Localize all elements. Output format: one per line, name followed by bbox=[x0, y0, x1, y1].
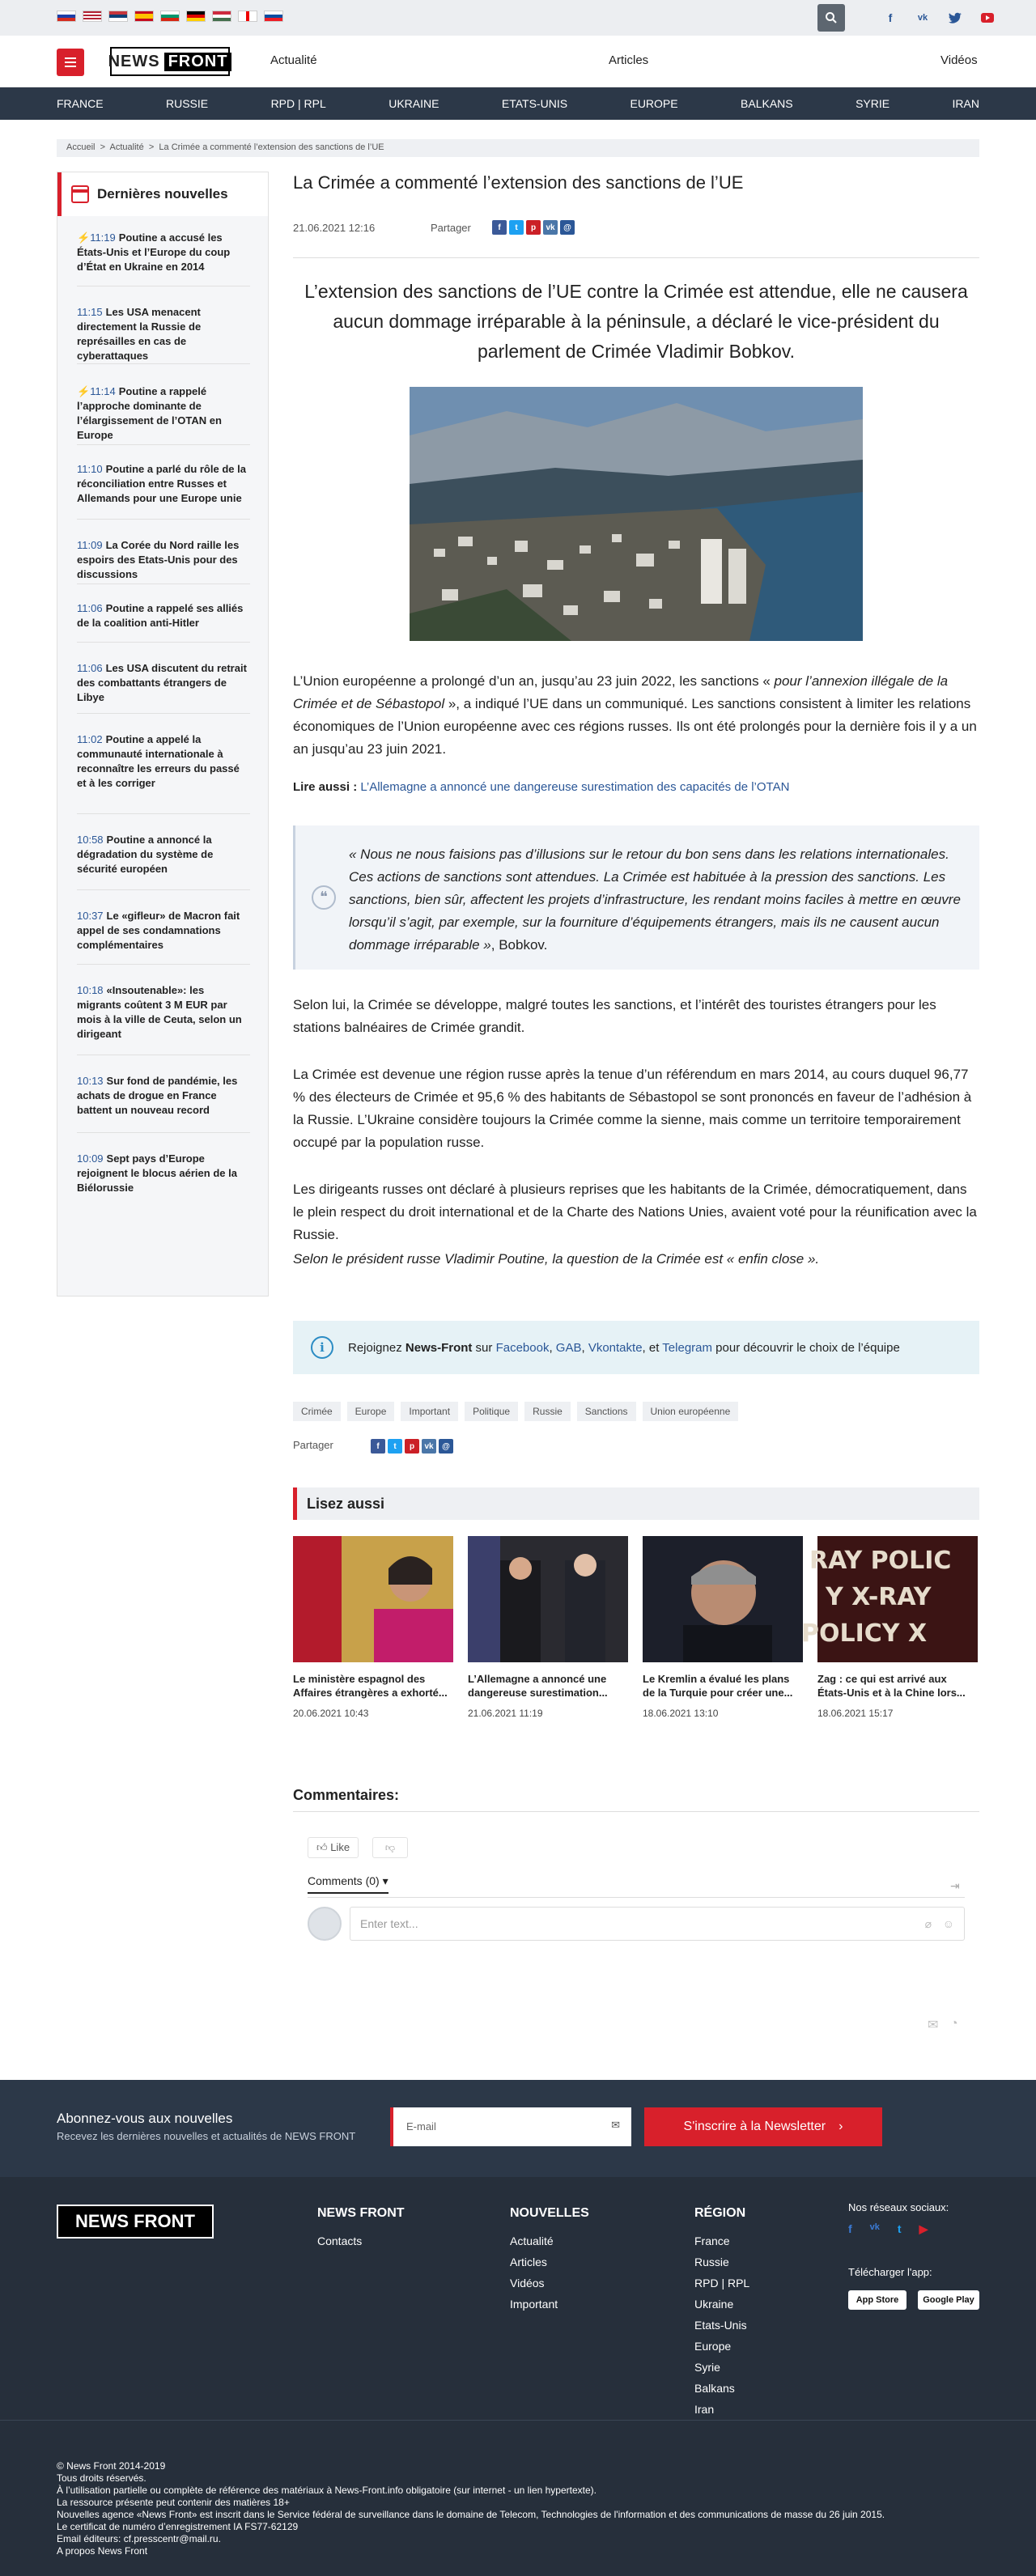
related-image bbox=[468, 1536, 628, 1662]
flag-hu-icon[interactable] bbox=[212, 11, 231, 22]
related-title: Le Kremlin a évalué les plans de la Turquie pour créer une... bbox=[643, 1673, 793, 1699]
article bbox=[293, 172, 979, 2032]
footer-legal bbox=[57, 2460, 885, 2557]
article-paragraph: Selon lui, la Crimée se développe, malgré toutes les sanctions, et l’intérêt des touristes étrangers pour les stations balnéaires de Crimée grandit. bbox=[293, 997, 936, 1035]
footer-link[interactable]: Actualité bbox=[510, 2234, 554, 2247]
category-link[interactable]: SYRIE bbox=[856, 97, 890, 110]
app-store-badge[interactable]: App Store bbox=[848, 2290, 906, 2310]
chevron-down-icon: ▾ bbox=[382, 1874, 388, 1887]
news-item[interactable] bbox=[77, 909, 250, 953]
legal-line[interactable]: A propos News Front bbox=[57, 2545, 148, 2557]
login-icon[interactable]: ⇥ bbox=[950, 1879, 960, 1892]
logo-text-front: FRONT bbox=[164, 53, 232, 71]
email-placeholder: E-mail bbox=[406, 2120, 436, 2133]
news-time: 11:19 bbox=[90, 231, 116, 244]
footer-link[interactable]: Contacts bbox=[317, 2234, 363, 2247]
vk-icon[interactable]: vk bbox=[917, 13, 928, 23]
p1-text-end: », a indiqué l’UE dans un communiqué. Les sanctions consistent à limiter les relations économiques de l’Union européenne avec ces régions russes. Ils ont été prolongés pour la dernière fois il y a un an jusqu’au 23 juin 2021. bbox=[293, 696, 977, 757]
blockquote bbox=[293, 825, 979, 970]
share-pinterest-icon[interactable]: p bbox=[526, 220, 541, 235]
legal-line: Nouvelles agence «News Front» est inscrit dans le Service fédéral de surveillance dans le domaine de Telecom, Technologies de l'information et des communications de masse du 26 juin 2015. bbox=[57, 2509, 885, 2520]
main-header bbox=[0, 36, 1036, 87]
article-title: La Crimée a commenté l’extension des sanctions de l’UE bbox=[293, 172, 744, 193]
join-text-c: sur bbox=[472, 1340, 496, 1355]
emoji-icon[interactable]: ☺ bbox=[942, 1917, 954, 1930]
rss-icon[interactable]: ◔ bbox=[950, 2017, 958, 2031]
vk-icon[interactable]: vk bbox=[869, 2222, 880, 2232]
avatar bbox=[308, 1907, 342, 1941]
news-item[interactable] bbox=[77, 384, 250, 443]
article-date: 21.06.2021 12:16 bbox=[293, 222, 376, 234]
article-paragraph: La Crimée est devenue une région russe après la tenue d’un référendum en mars 2014, au cours duquel 96,77 % des électeurs de Crimée et 95,6 % des habitants de Sébastopol se sont prononcés en faveur de l’adhésion à la Russie. L’Ukraine considère toujours la Crimée comme la sienne, mais comme un territoire temporairement occupé par la population russe. bbox=[293, 1067, 972, 1150]
related-date: 20.06.2021 10:43 bbox=[293, 1708, 369, 1719]
facebook-icon[interactable]: f bbox=[848, 2222, 852, 2235]
category-link[interactable]: RPD | RPL bbox=[270, 97, 326, 110]
envelope-icon: ✉ bbox=[611, 2119, 620, 2131]
news-time: 10:58 bbox=[77, 834, 104, 846]
footer-link[interactable]: Important bbox=[510, 2298, 558, 2311]
news-item[interactable] bbox=[77, 538, 250, 582]
search-button[interactable] bbox=[817, 4, 845, 32]
category-nav bbox=[0, 87, 1036, 120]
news-headline: «Insoutenable»: les migrants coûtent 3 M EUR par mois à la ville de Ceuta, selon un dirigeant bbox=[77, 984, 242, 1040]
breadcrumb-sep: > bbox=[146, 142, 157, 152]
article-paragraph bbox=[293, 670, 979, 761]
share-twitter-icon[interactable]: t bbox=[509, 220, 524, 235]
share-pinterest-icon[interactable]: p bbox=[405, 1439, 419, 1454]
related-date: 21.06.2021 11:19 bbox=[468, 1708, 543, 1719]
quote-author: , Bobkov. bbox=[490, 937, 548, 953]
share-facebook-icon[interactable]: f bbox=[371, 1439, 385, 1454]
news-headline: Les USA discutent du retrait des combattants étrangers de Libye bbox=[77, 662, 247, 703]
join-text-d: pour découvrir le choix de l’équipe bbox=[712, 1340, 900, 1355]
newsletter-section bbox=[0, 2080, 1036, 2177]
article-paragraph: Selon le président russe Vladimir Poutine, la question de la Crimée est « enfin close ». bbox=[293, 1251, 820, 1267]
comments-title: Commentaires: bbox=[293, 1787, 400, 1803]
footer-link[interactable]: Etats-Unis bbox=[694, 2319, 747, 2332]
flash-icon: ⚡ bbox=[77, 385, 91, 397]
related-title: Zag : ce qui est arrivé aux États-Unis et à la Chine lors... bbox=[817, 1673, 966, 1699]
category-link[interactable]: EUROPE bbox=[630, 97, 678, 110]
top-bar bbox=[0, 0, 1036, 36]
read-also bbox=[293, 780, 789, 794]
related-image bbox=[643, 1536, 803, 1662]
category-link[interactable]: IRAN bbox=[952, 97, 979, 110]
news-item[interactable] bbox=[77, 462, 250, 506]
tag[interactable]: Europe bbox=[347, 1402, 395, 1421]
youtube-icon[interactable] bbox=[979, 10, 996, 26]
legal-line: © News Front 2014-2019 bbox=[57, 2460, 166, 2472]
share-icons-bottom bbox=[371, 1439, 453, 1454]
footer-link[interactable]: Russie bbox=[694, 2256, 729, 2268]
flash-icon: ⚡ bbox=[77, 231, 91, 244]
latest-news-sidebar bbox=[57, 172, 269, 1296]
p1-italic: pour l’annexion illégale de la Crimée et de Sébastopol bbox=[293, 673, 949, 711]
footer-link[interactable]: Articles bbox=[510, 2256, 547, 2268]
share-label: Partager bbox=[431, 222, 471, 234]
share-label-bottom: Partager bbox=[293, 1439, 333, 1451]
footer-col-region bbox=[694, 2206, 749, 2420]
news-headline: Poutine a accusé les États-Unis et l’Europe du coup d’État en Ukraine en 2014 bbox=[77, 231, 231, 273]
footer-logo[interactable] bbox=[57, 2205, 214, 2239]
twitter-icon[interactable] bbox=[947, 10, 963, 26]
sidebar-header bbox=[57, 172, 268, 216]
youtube-icon[interactable]: ▶ bbox=[919, 2222, 928, 2235]
quote-text bbox=[349, 843, 964, 957]
legal-line: La ressource présente peut contenir des matières 18+ bbox=[57, 2497, 290, 2508]
comment-placeholder: Enter text... bbox=[360, 1917, 418, 1930]
related-card[interactable] bbox=[801, 1536, 978, 1719]
tag[interactable]: Russie bbox=[524, 1402, 571, 1421]
quote-icon: ❝ bbox=[312, 885, 336, 910]
like-label: Like bbox=[330, 1841, 350, 1853]
dislike-button[interactable] bbox=[372, 1837, 408, 1858]
flag-sk-icon[interactable] bbox=[264, 11, 283, 22]
category-link[interactable]: UKRAINE bbox=[388, 97, 439, 110]
footer-col-title: NOUVELLES bbox=[510, 2206, 589, 2220]
newsletter-subscribe-button[interactable] bbox=[644, 2107, 882, 2146]
flag-rs-icon[interactable] bbox=[108, 11, 128, 22]
svg-text:POLICY X: POLICY X bbox=[801, 1619, 928, 1648]
news-headline: Poutine a rappelé ses alliés de la coalition anti-Hitler bbox=[77, 602, 244, 629]
news-item[interactable] bbox=[77, 833, 250, 876]
news-time: 11:15 bbox=[77, 306, 103, 318]
category-link[interactable]: BALKANS bbox=[741, 97, 793, 110]
news-item[interactable] bbox=[77, 1074, 250, 1118]
twitter-icon[interactable]: t bbox=[897, 2222, 902, 2235]
quote-body: « Nous ne nous faisions pas d’illusions sur le retour du bon sens dans les relations internationales. Ces actions de sanctions sont attendues. La Crimée est habituée à la pression des sanctions. Les sanctions, bien sûr, affectent les projets d’infrastructure, les rendant moins faciles à mettre en œuvre lorsqu’il s’agit, par exemple, sur la fourniture d’équipements étrangers, mais ils ne causent aucun dommage irréparable » bbox=[349, 847, 961, 953]
news-headline: Poutine a annoncé la dégradation du système de sécurité européen bbox=[77, 834, 214, 875]
logo-text: NEWS bbox=[108, 52, 160, 70]
news-item[interactable] bbox=[77, 601, 250, 630]
share-facebook-icon[interactable]: f bbox=[492, 220, 507, 235]
nav-actualite[interactable]: Actualité bbox=[270, 53, 317, 67]
facebook-icon[interactable]: f bbox=[888, 11, 893, 24]
join-text bbox=[348, 1341, 900, 1355]
info-icon: i bbox=[311, 1336, 333, 1359]
related-title: L’Allemagne a annoncé une dangereuse surestimation... bbox=[468, 1673, 608, 1699]
news-item[interactable] bbox=[77, 231, 250, 274]
footer-link[interactable]: Ukraine bbox=[694, 2298, 734, 2311]
legal-line: À l’utilisation partielle ou complète de référence des matériaux à News-Front.info obligatoire (sur internet - un lien hypertexte). bbox=[57, 2485, 597, 2496]
breadcrumb-home[interactable]: Accueil bbox=[66, 142, 96, 152]
footer-col-newsfront bbox=[317, 2206, 405, 2251]
tag[interactable]: Crimée bbox=[293, 1402, 341, 1421]
footer bbox=[0, 2177, 1036, 2576]
news-item[interactable] bbox=[77, 732, 250, 791]
newsletter-subtitle: Recevez les dernières nouvelles et actualités de NEWS FRONT bbox=[57, 2130, 356, 2142]
share-icons bbox=[492, 220, 575, 235]
tag[interactable]: Important bbox=[401, 1402, 458, 1421]
news-headline: Sur fond de pandémie, les achats de drogue en France battent un nouveau record bbox=[77, 1075, 238, 1116]
footer-col-title: RÉGION bbox=[694, 2206, 746, 2220]
news-headline: Les USA menacent directement la Russie de représailles en cas de cyberattaques bbox=[77, 306, 202, 362]
menu-button[interactable] bbox=[57, 49, 84, 76]
calendar-icon bbox=[71, 185, 89, 203]
category-link[interactable]: FRANCE bbox=[57, 97, 104, 110]
flag-de-icon[interactable] bbox=[186, 11, 206, 22]
p1-text: L’Union européenne a prolongé d’un an, jusqu’au 23 juin 2022, les sanctions « bbox=[293, 673, 775, 689]
related-title: Le ministère espagnol des Affaires étrangères a exhorté... bbox=[293, 1673, 448, 1699]
newsletter-email-input[interactable] bbox=[390, 2107, 631, 2146]
search-icon bbox=[825, 11, 838, 24]
footer-link[interactable]: Europe bbox=[694, 2340, 732, 2353]
sidebar-title: Dernières nouvelles bbox=[97, 186, 228, 202]
footer-col-nouvelles bbox=[510, 2206, 589, 2315]
share-email-icon[interactable]: @ bbox=[560, 220, 575, 235]
legal-line: Le certificat de numéro d’enregistrement IA FS77-62129 bbox=[57, 2521, 299, 2532]
read-also-label: Lire aussi : bbox=[293, 780, 358, 794]
related-image bbox=[801, 1536, 978, 1662]
footer-social-title: Nos réseaux sociaux: bbox=[848, 2201, 949, 2213]
footer-logo-front: FRONT bbox=[134, 2211, 195, 2231]
join-sep: , et bbox=[642, 1340, 663, 1355]
news-item[interactable] bbox=[77, 661, 250, 705]
svg-text:Y X-RAY: Y X-RAY bbox=[826, 1583, 932, 1611]
share-vk-icon[interactable]: vk bbox=[543, 220, 558, 235]
news-time: 11:06 bbox=[77, 662, 103, 674]
join-gab-link[interactable]: GAB bbox=[555, 1340, 582, 1355]
footer-link[interactable]: Iran bbox=[694, 2403, 715, 2416]
tag-list bbox=[293, 1402, 738, 1421]
share-twitter-icon[interactable]: t bbox=[388, 1439, 402, 1454]
flag-ru-icon[interactable] bbox=[57, 11, 76, 22]
attach-icon[interactable]: ⌀ bbox=[924, 1917, 932, 1930]
breadcrumb-section[interactable]: Actualité bbox=[109, 142, 144, 152]
join-brand: News-Front bbox=[405, 1340, 473, 1355]
join-sep: , bbox=[549, 1340, 556, 1355]
flag-es-icon[interactable] bbox=[134, 11, 154, 22]
like-button[interactable] bbox=[308, 1837, 359, 1858]
share-email-icon[interactable]: @ bbox=[439, 1439, 453, 1454]
news-time: 10:37 bbox=[77, 910, 104, 922]
join-vk-link[interactable]: Vkontakte bbox=[588, 1340, 643, 1355]
news-headline: Poutine a rappelé l’approche dominante de l’élargissement de l’OTAN en Europe bbox=[77, 385, 222, 441]
related-image bbox=[293, 1536, 453, 1662]
news-time: 10:18 bbox=[77, 984, 104, 996]
language-flags bbox=[57, 11, 283, 22]
news-headline: La Corée du Nord raille les espoirs des Etats-Unis pour des discussions bbox=[77, 539, 240, 580]
thumb-down-icon: 👎︎ bbox=[384, 1842, 396, 1853]
comments-count: Comments (0) bbox=[308, 1874, 380, 1887]
breadcrumb-sep: > bbox=[97, 142, 108, 152]
email-icon[interactable]: ✉ bbox=[928, 2018, 939, 2032]
related-card[interactable] bbox=[293, 1536, 453, 1719]
subscribe-label: S'inscrire à la Newsletter bbox=[683, 2120, 826, 2133]
comment-input[interactable] bbox=[350, 1907, 965, 1941]
newsletter-title: Abonnez-vous aux nouvelles bbox=[57, 2111, 233, 2126]
category-link[interactable]: RUSSIE bbox=[166, 97, 209, 110]
news-headline: Le «gifleur» de Macron fait appel de ses condamnations complémentaires bbox=[77, 910, 240, 951]
related-date: 18.06.2021 13:10 bbox=[643, 1708, 719, 1719]
footer-col-title: NEWS FRONT bbox=[317, 2206, 405, 2220]
flag-bg-icon[interactable] bbox=[160, 11, 180, 22]
related-card[interactable] bbox=[643, 1536, 803, 1719]
news-time: 11:10 bbox=[77, 463, 103, 475]
tag[interactable]: Sanctions bbox=[577, 1402, 636, 1421]
join-text-a: Rejoignez bbox=[348, 1340, 405, 1355]
join-info-box bbox=[293, 1321, 979, 1374]
svg-text:RAY POLIC: RAY POLIC bbox=[809, 1547, 952, 1575]
footer-link[interactable]: Syrie bbox=[694, 2361, 720, 2374]
site-logo[interactable] bbox=[110, 47, 230, 76]
footer-link[interactable]: Vidéos bbox=[510, 2277, 545, 2290]
related-card[interactable] bbox=[468, 1536, 628, 1719]
news-time: 11:02 bbox=[77, 733, 103, 745]
legal-line: Tous droits réservés. bbox=[57, 2472, 146, 2484]
news-time: 11:09 bbox=[77, 539, 103, 551]
read-also-link[interactable]: L’Allemagne a annoncé une dangereuse surestimation des capacités de l’OTAN bbox=[360, 780, 790, 794]
news-time: 10:13 bbox=[77, 1075, 104, 1087]
related-header: Lisez aussi bbox=[293, 1487, 979, 1520]
footer-link[interactable]: Balkans bbox=[694, 2382, 735, 2395]
join-facebook-link[interactable]: Facebook bbox=[495, 1340, 550, 1355]
legal-line: Email éditeurs: cf.presscentr@mail.ru. bbox=[57, 2533, 221, 2544]
footer-logo-text: NEWS bbox=[75, 2211, 130, 2231]
news-item[interactable] bbox=[77, 305, 250, 363]
breadcrumb-current: La Crimée a commenté l’extension des sanctions de l’UE bbox=[159, 142, 384, 152]
footer-socials bbox=[848, 2222, 928, 2236]
footer-link[interactable]: France bbox=[694, 2234, 730, 2247]
news-time: 11:06 bbox=[77, 602, 103, 614]
footer-link[interactable]: RPD | RPL bbox=[694, 2277, 750, 2290]
nav-articles[interactable]: Articles bbox=[609, 53, 649, 67]
flag-ge-icon[interactable] bbox=[238, 11, 257, 22]
news-time: 10:09 bbox=[77, 1152, 104, 1165]
news-time: 11:14 bbox=[90, 385, 116, 397]
article-paragraph: Les dirigeants russes ont déclaré à plusieurs reprises que les habitants de la Crimée, démocratiquement, dans le plein respect du droit international et de la Charte des Nations Unies, avaient voté pour la réunification avec la Russie. bbox=[293, 1182, 977, 1242]
nav-videos[interactable]: Vidéos bbox=[940, 53, 978, 67]
footer-download-title: Télécharger l'app: bbox=[848, 2266, 932, 2278]
top-socials bbox=[882, 10, 996, 26]
news-item[interactable] bbox=[77, 1152, 250, 1195]
join-telegram-link[interactable]: Telegram bbox=[662, 1340, 712, 1355]
related-date: 18.06.2021 15:17 bbox=[817, 1708, 894, 1719]
news-headline: Sept pays d’Europe rejoignent le blocus aérien de la Biélorussie bbox=[77, 1152, 237, 1194]
news-headline: Poutine a appelé la communauté internationale à reconnaître les erreurs du passé et à les corriger bbox=[77, 733, 240, 789]
news-headline: Poutine a parlé du rôle de la réconciliation entre Russes et Allemands pour une Europe unie bbox=[77, 463, 246, 504]
chevron-right-icon: › bbox=[839, 2120, 843, 2133]
google-play-badge[interactable]: Google Play bbox=[918, 2290, 979, 2310]
thumb-up-icon: 👍︎ bbox=[316, 1841, 331, 1853]
article-lead: L’extension des sanctions de l’UE contre la Crimée est attendue, elle ne causera aucun dommage irréparable à la péninsule, a déclaré le vice-président du parlement de Crimée Vladimir Bobkov. bbox=[304, 281, 968, 362]
breadcrumb bbox=[57, 139, 979, 157]
share-vk-icon[interactable]: vk bbox=[422, 1439, 436, 1454]
tag[interactable]: Union européenne bbox=[643, 1402, 739, 1421]
tag[interactable]: Politique bbox=[465, 1402, 518, 1421]
join-sep: , bbox=[581, 1340, 588, 1355]
category-link[interactable]: ETATS-UNIS bbox=[501, 97, 568, 110]
article-photo bbox=[410, 387, 863, 641]
comments-count-tab[interactable] bbox=[308, 1874, 388, 1894]
news-item[interactable] bbox=[77, 983, 250, 1042]
flag-us-icon[interactable] bbox=[83, 11, 102, 22]
